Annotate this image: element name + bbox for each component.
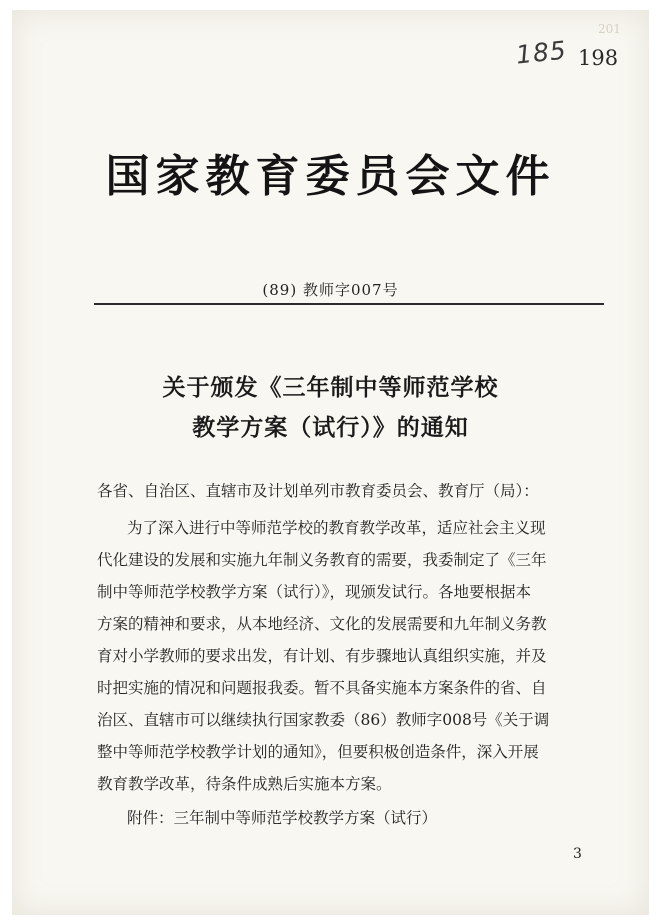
faint-page-number: 201 — [598, 22, 621, 36]
body-line: 治区、直辖市可以继续执行国家教委（86）教师字008号《关于调 — [97, 711, 550, 729]
body-line: 育对小学教师的要求出发，有计划、有步骤地认真组织实施，并及 — [97, 647, 547, 665]
footer-page-number: 3 — [573, 846, 582, 862]
issuer-header: 国家教育委员会文件 — [105, 151, 556, 202]
body-line: 为了深入进行中等师范学校的教育教学改革，适应社会主义现 — [127, 519, 546, 537]
attachment-line: 附件：三年制中等师范学校教学方案（试行） — [127, 809, 438, 827]
body-line: 代化建设的发展和实施九年制义务教育的需要，我委制定了《三年 — [97, 551, 547, 569]
notice-title-line-1: 关于颁发《三年制中等师范学校 — [162, 374, 499, 401]
header-divider — [94, 303, 604, 305]
handwritten-page-number: 185 — [514, 35, 569, 70]
printed-page-number: 198 — [578, 46, 619, 70]
body-line: 制中等师范学校教学方案（试行）》，现颁发试行。各地要根据本 — [97, 583, 532, 601]
body-line: 方案的精神和要求，从本地经济、文化的发展需要和九年制义务教 — [97, 615, 547, 633]
body-line: 时把实施的情况和问题报我委。暂不具备实施本方案条件的省、自 — [97, 679, 547, 697]
body-line: 整中等师范学校教学计划的通知》，但要积极创造条件，深入开展 — [97, 743, 539, 761]
salutation: 各省、自治区、直辖市及计划单列市教育委员会、教育厅（局）： — [97, 482, 539, 500]
body-line: 教育教学改革，待条件成熟后实施本方案。 — [97, 775, 392, 793]
document-number: (89) 教师字007号 — [262, 281, 399, 299]
notice-title-line-2: 教学方案（试行）》的通知 — [192, 414, 469, 441]
